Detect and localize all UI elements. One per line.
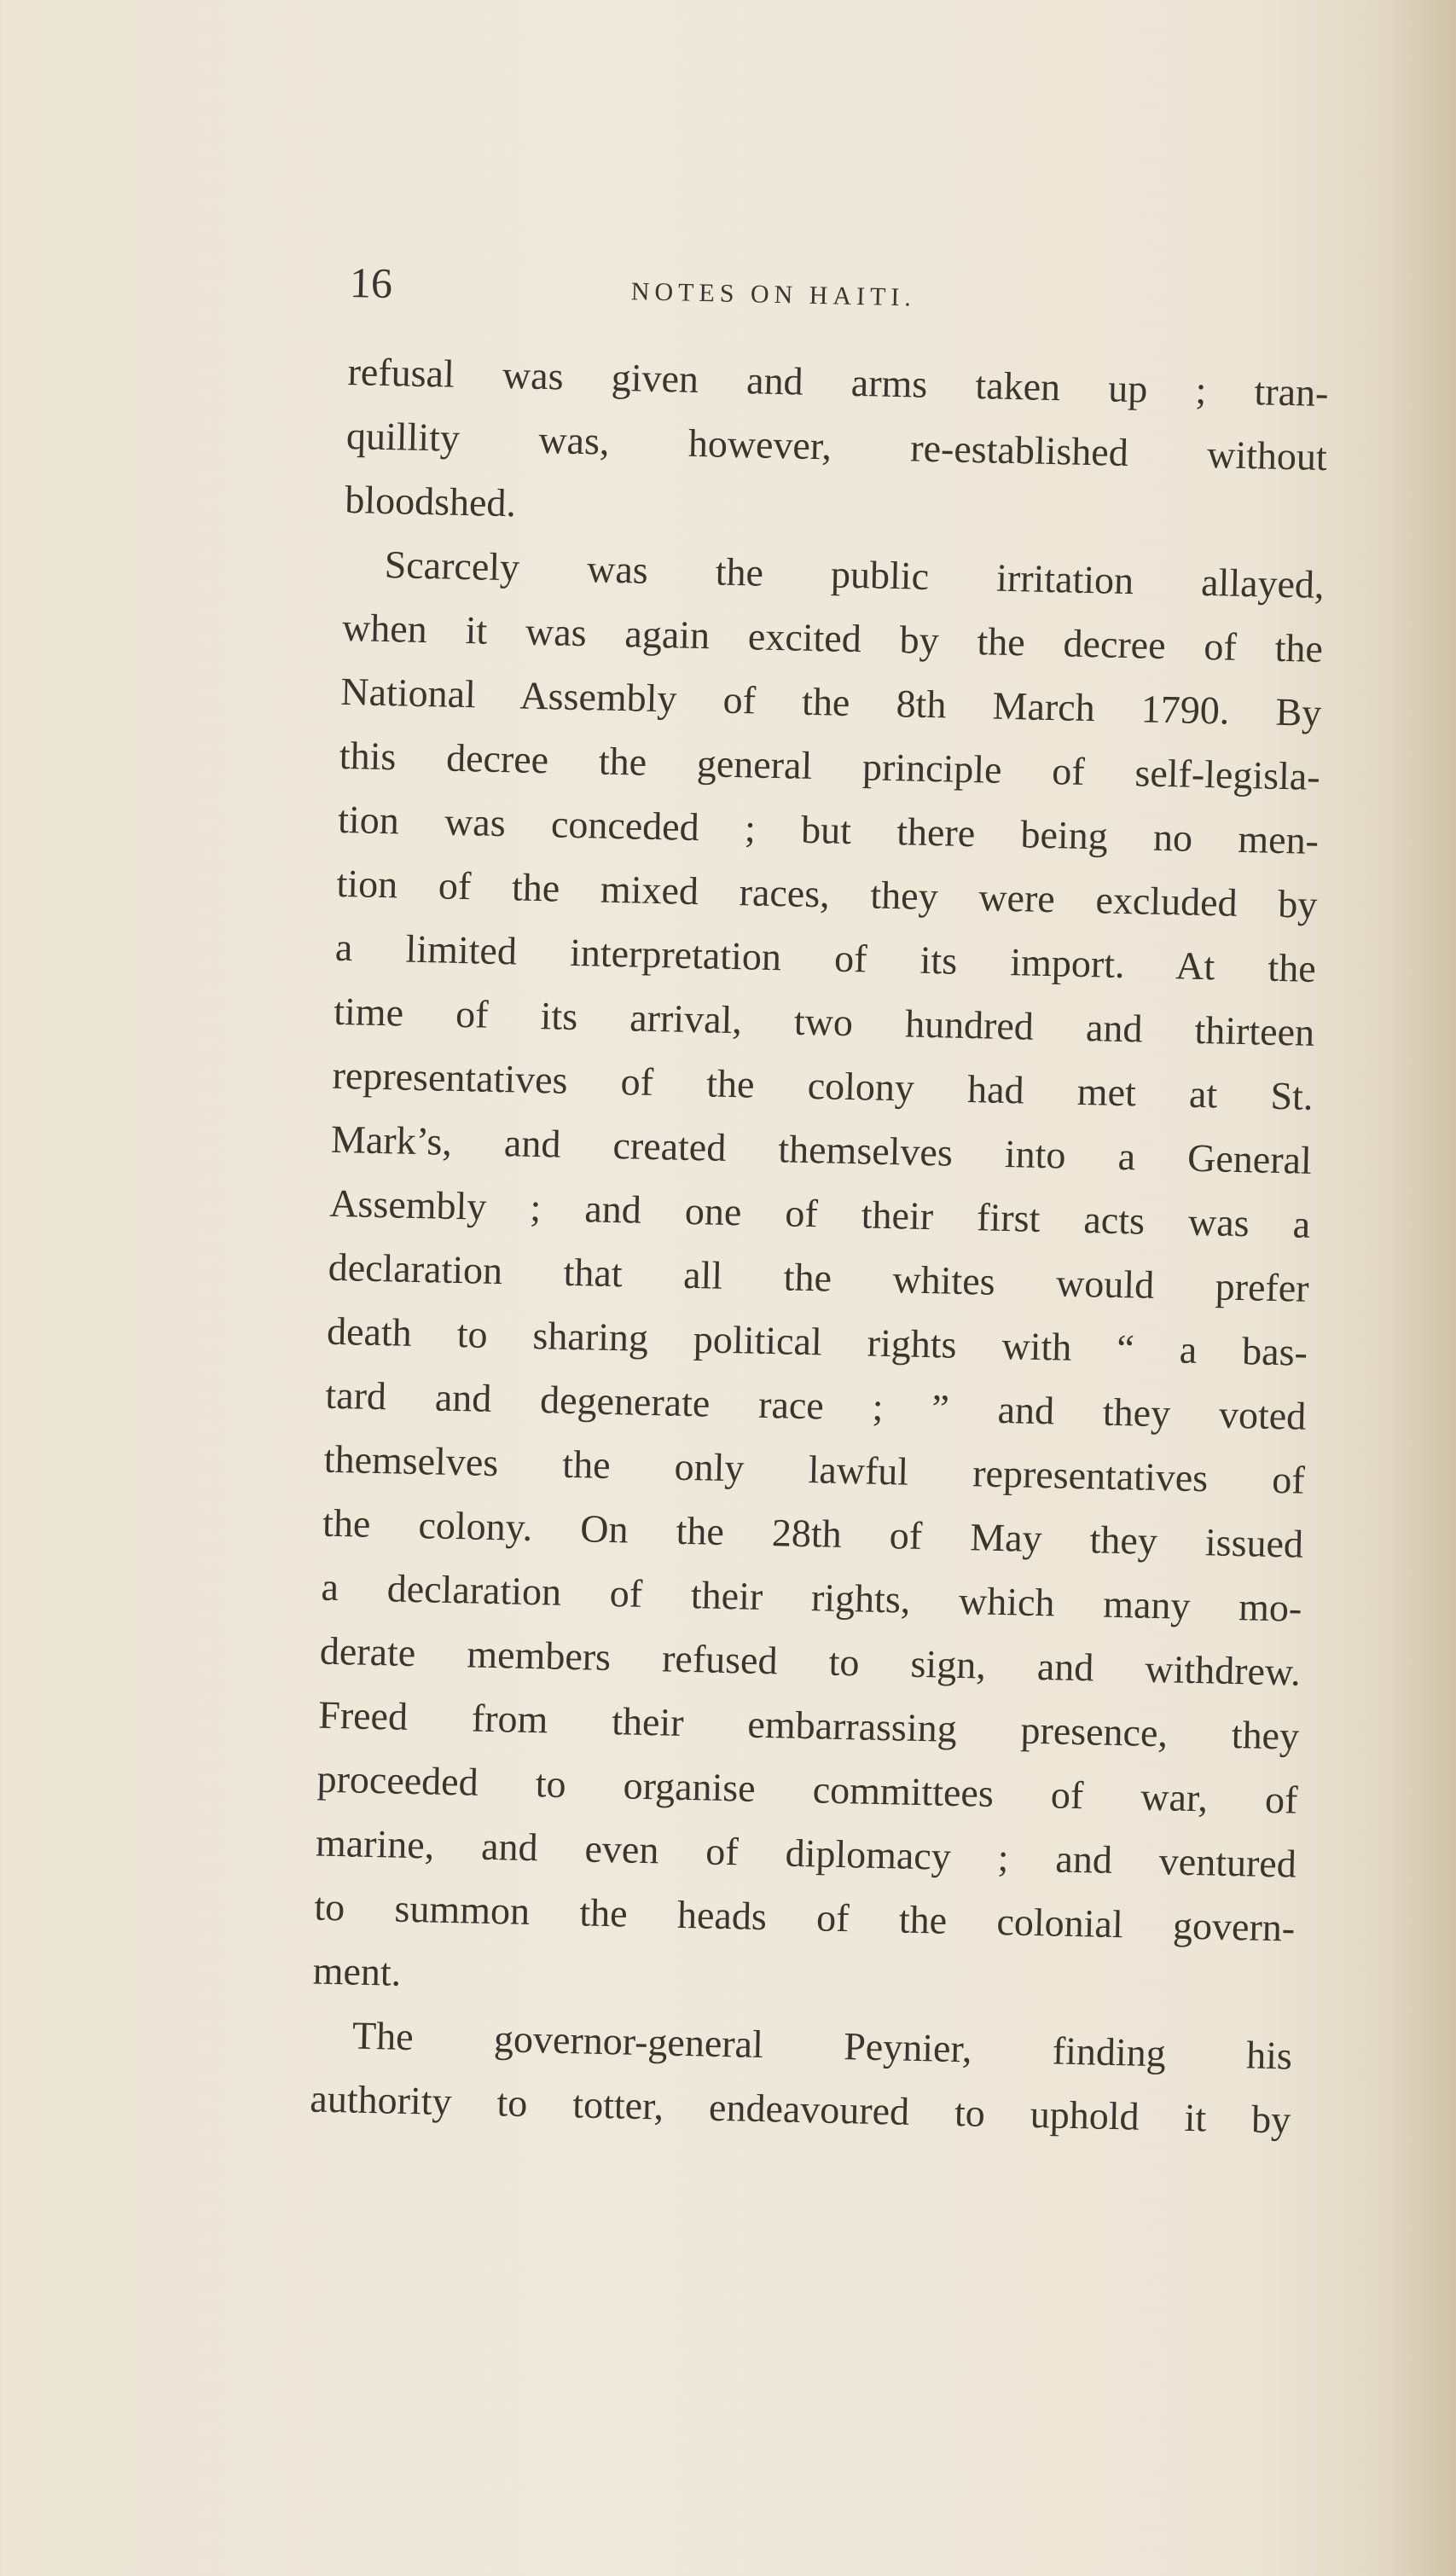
text-line: when it was again excited by the decree of the xyxy=(341,605,1324,670)
text-line: Mark’s, and created themselves into a General xyxy=(330,1117,1313,1182)
text-line: Assembly ; and one of their first acts was a xyxy=(328,1181,1311,1246)
text-line: ment. xyxy=(312,1948,402,1994)
text-line: the colony. On the 28th of May they issued xyxy=(322,1500,1304,1566)
text-line: tion was conceded ; but there being no men- xyxy=(337,797,1320,862)
text-line: National Assembly of the 8th March 1790. By xyxy=(339,669,1322,734)
text-line: proceeded to organise committees of war, of xyxy=(316,1756,1298,1822)
text-line: Freed from their embarrassing presence, they xyxy=(317,1692,1300,1758)
running-title: NOTES ON HAITI. xyxy=(630,277,917,312)
text-line: time of its arrival, two hundred and thirteen xyxy=(333,989,1315,1054)
text-line: a declaration of their rights, which many mo- xyxy=(321,1564,1302,1630)
text-line: Scarcely was the public irritation allayed, xyxy=(384,542,1325,607)
page-number: 16 xyxy=(349,258,393,308)
text-line: bloodshed. xyxy=(344,477,517,525)
text-line: quillity was, however, re-established without xyxy=(345,413,1328,479)
text-line: refusal was given and arms taken up ; tran- xyxy=(347,349,1329,415)
text-line: derate members refused to sign, and withdrew. xyxy=(319,1628,1302,1694)
text-line: a limited interpretation of its import. At the xyxy=(334,925,1317,990)
text-line: marine, and even of diplomacy ; and ventured xyxy=(315,1820,1297,1886)
text-line: The governor-general Peynier, finding his xyxy=(351,2013,1293,2078)
text-line: declaration that all the whites would prefer xyxy=(328,1244,1310,1310)
text-line: death to sharing political rights with “ a bas- xyxy=(326,1308,1308,1374)
text-line: tard and degenerate race ; ” and they voted xyxy=(324,1372,1307,1438)
text-line: themselves the only lawful representatives of xyxy=(323,1436,1306,1502)
text-line: representatives of the colony had met at St. xyxy=(332,1053,1314,1118)
text-line: authority to totter, endeavoured to uphold it by xyxy=(309,2076,1291,2142)
text-line: to summon the heads of the colonial govern- xyxy=(313,1884,1296,1950)
text-line: tion of the mixed races, they were excluded by xyxy=(336,861,1318,926)
text-line: this decree the general principle of self-legisla- xyxy=(339,733,1321,798)
page-header xyxy=(349,252,1331,334)
